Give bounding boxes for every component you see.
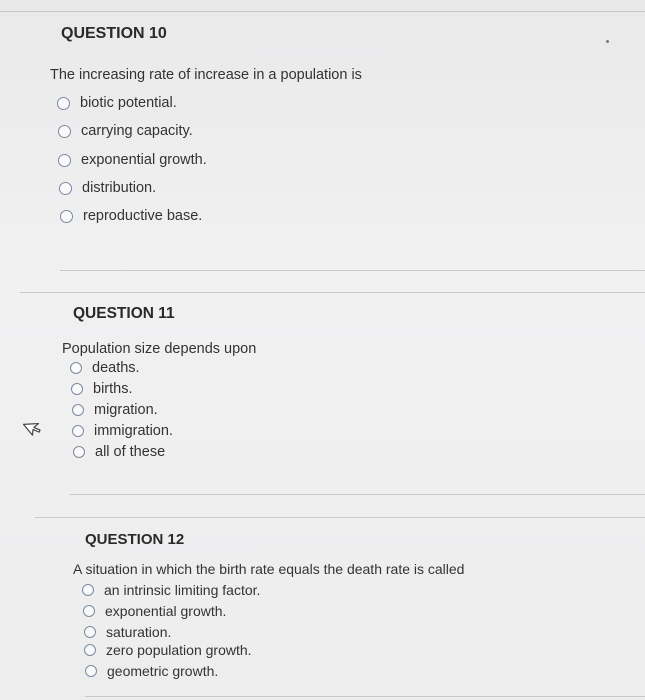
- radio-button[interactable]: [73, 446, 85, 458]
- answer-option[interactable]: [72, 402, 158, 418]
- option-label: births.: [93, 381, 133, 397]
- top-divider: [0, 11, 645, 12]
- radio-button[interactable]: [71, 383, 83, 395]
- answer-option[interactable]: [59, 180, 156, 196]
- radio-button[interactable]: [84, 644, 96, 656]
- answer-option[interactable]: [85, 663, 218, 679]
- section-divider: [20, 292, 645, 293]
- mouse-pointer-icon: [20, 412, 48, 440]
- question-stem: Population size depends upon: [62, 341, 257, 357]
- question-stem: The increasing rate of increase in a population is: [50, 67, 362, 83]
- answer-option[interactable]: [82, 582, 260, 598]
- question-divider: [60, 270, 645, 271]
- radio-button[interactable]: [82, 584, 94, 596]
- section-divider: [35, 517, 645, 518]
- option-label: exponential growth.: [81, 152, 207, 168]
- answer-option[interactable]: [72, 423, 173, 439]
- radio-button[interactable]: [85, 665, 97, 677]
- answer-option[interactable]: [73, 444, 165, 460]
- radio-button[interactable]: [72, 425, 84, 437]
- answer-option[interactable]: [71, 381, 133, 397]
- option-label: geometric growth.: [107, 663, 219, 679]
- question-title: QUESTION 11: [73, 305, 175, 322]
- option-label: all of these: [95, 444, 166, 460]
- radio-button[interactable]: [59, 182, 72, 195]
- radio-button[interactable]: [58, 154, 71, 167]
- answer-option[interactable]: [83, 603, 226, 619]
- option-label: migration.: [94, 402, 158, 418]
- option-label: distribution.: [82, 180, 157, 196]
- question-divider: [85, 696, 645, 697]
- radio-button[interactable]: [60, 210, 73, 223]
- radio-button[interactable]: [83, 605, 95, 617]
- option-label: reproductive base.: [83, 208, 203, 224]
- option-label: zero population growth.: [106, 642, 252, 658]
- question-divider: [70, 494, 645, 495]
- radio-button[interactable]: [72, 404, 84, 416]
- option-label: an intrinsic limiting factor.: [104, 582, 261, 598]
- answer-option[interactable]: [57, 95, 177, 111]
- answer-option[interactable]: [58, 152, 207, 168]
- radio-button[interactable]: [70, 362, 82, 374]
- answer-option[interactable]: [84, 624, 171, 640]
- radio-button[interactable]: [57, 97, 70, 110]
- option-label: saturation.: [106, 624, 172, 640]
- option-label: deaths.: [92, 360, 140, 376]
- option-label: carrying capacity.: [81, 123, 193, 139]
- option-label: biotic potential.: [80, 95, 177, 111]
- answer-option[interactable]: [84, 642, 252, 658]
- option-label: immigration.: [94, 423, 173, 439]
- answer-option[interactable]: [58, 123, 193, 139]
- question-title: QUESTION 12: [85, 531, 185, 548]
- radio-button[interactable]: [84, 626, 96, 638]
- answer-option[interactable]: [60, 208, 202, 224]
- question-title: QUESTION 10: [61, 25, 167, 42]
- answer-option[interactable]: [70, 360, 140, 376]
- radio-button[interactable]: [58, 125, 71, 138]
- stray-mark: [606, 40, 609, 43]
- question-stem: A situation in which the birth rate equals the death rate is called: [73, 561, 465, 577]
- option-label: exponential growth.: [105, 603, 227, 619]
